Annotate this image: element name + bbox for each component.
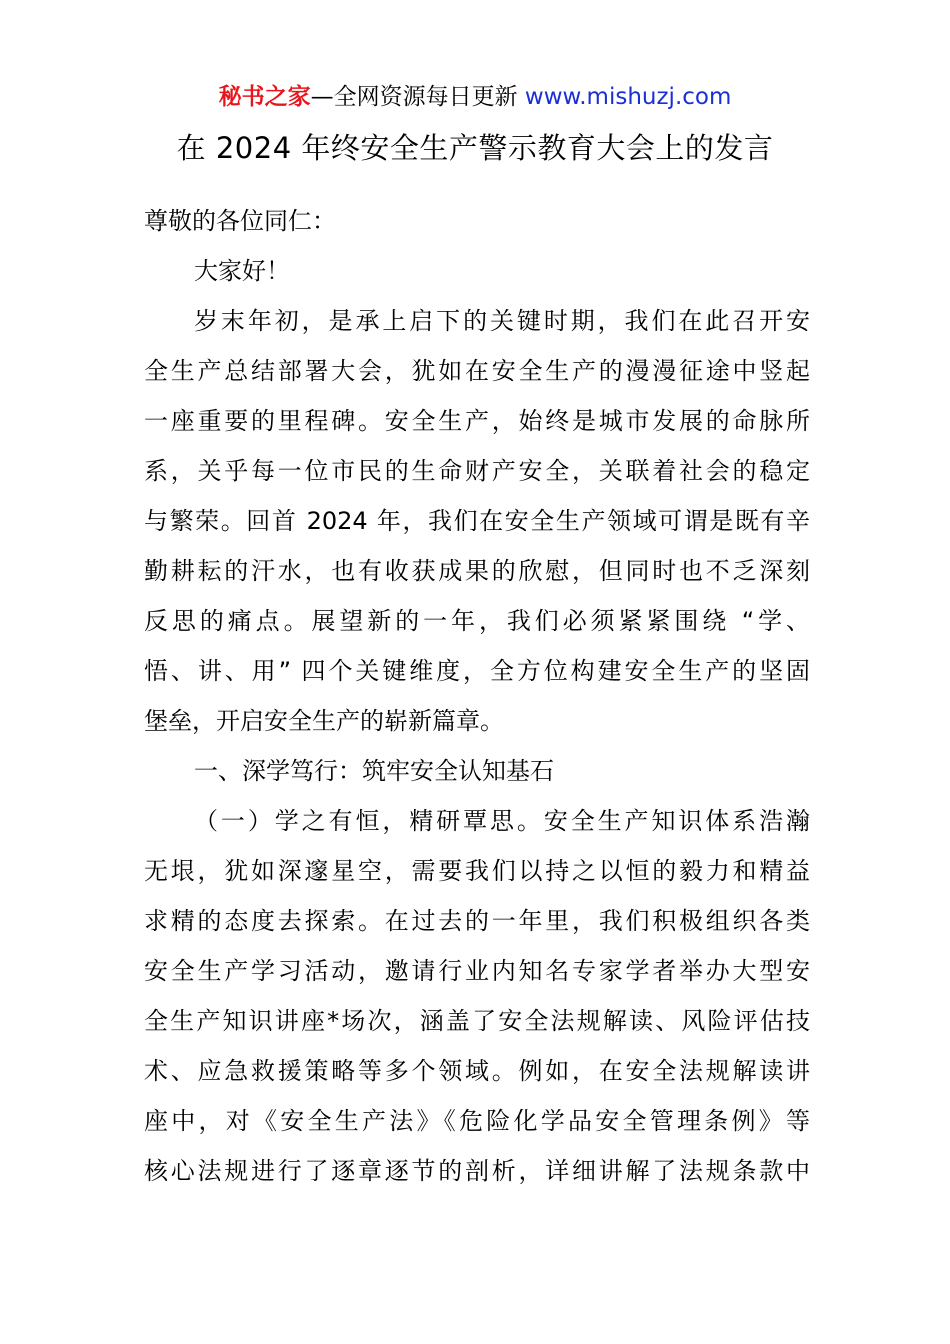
- paragraph-line: 一座重要的里程碑。安全生产，始终是城市发展的命脉所: [144, 407, 810, 435]
- section-heading: 一、深学笃行：筑牢安全认知基石: [194, 757, 554, 785]
- paragraph-line: （一）学之有恒，精研覃思。安全生产知识体系浩瀚: [194, 807, 810, 835]
- document-title: 在 2024 年终安全生产警示教育大会上的发言: [176, 131, 774, 165]
- paragraph-line: 系，关乎每一位市民的生命财产安全，关联着社会的稳定: [144, 457, 810, 485]
- paragraph-line: 核心法规进行了逐章逐节的剖析，详细讲解了法规条款中: [144, 1157, 810, 1185]
- document-body: [144, 196, 810, 1196]
- paragraph-line: 岁末年初，是承上启下的关键时期，我们在此召开安: [194, 307, 810, 335]
- paragraph-line: 勤耕耘的汗水，也有收获成果的欣慰，但同时也不乏深刻: [144, 557, 810, 585]
- greeting: 大家好！: [194, 257, 290, 285]
- paragraph-line: 悟、讲、用” 四个关键维度，全方位构建安全生产的坚固: [144, 657, 810, 685]
- paragraph-line: 全生产知识讲座*场次，涵盖了安全法规解读、风险评估技: [144, 1007, 810, 1035]
- site-brand: 秘书之家: [218, 84, 311, 110]
- paragraph-line: 术、应急救援策略等多个领域。例如，在安全法规解读讲: [144, 1057, 810, 1085]
- paragraph-line: 堡垒，开启安全生产的崭新篇章。: [144, 707, 504, 735]
- paragraph-line: 与繁荣。回首 2024 年，我们在安全生产领域可谓是既有辛: [144, 507, 810, 535]
- paragraph-line: 反思的痛点。展望新的一年，我们必须紧紧围绕 “学、: [144, 607, 810, 635]
- paragraph-line: 无垠，犹如深邃星空，需要我们以持之以恒的毅力和精益: [144, 857, 810, 885]
- paragraph-line: 求精的态度去探索。在过去的一年里，我们积极组织各类: [144, 907, 810, 935]
- site-header: [0, 82, 950, 112]
- paragraph-line: 全生产总结部署大会，犹如在安全生产的漫漫征途中竖起: [144, 357, 810, 385]
- salutation: 尊敬的各位同仁：: [144, 207, 336, 235]
- site-tagline: —全网资源每日更新: [310, 84, 525, 110]
- paragraph-line: 座中，对《安全生产法》《危险化学品安全管理条例》等: [144, 1107, 810, 1135]
- site-url-link[interactable]: www.mishuzj.com: [524, 84, 732, 110]
- paragraph-line: 安全生产学习活动，邀请行业内知名专家学者举办大型安: [144, 957, 810, 985]
